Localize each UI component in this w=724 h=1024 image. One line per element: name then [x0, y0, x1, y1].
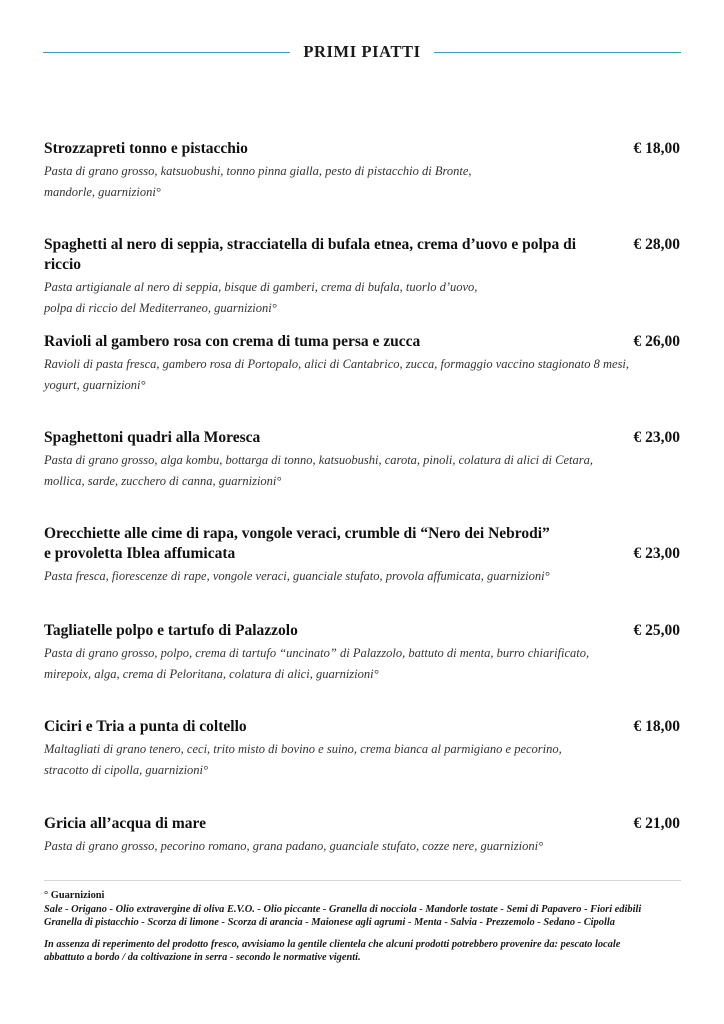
dish-item [44, 139, 680, 203]
dish-description-line: stracotto di cipolla, guarnizioni° [44, 763, 209, 777]
dish-description-line: polpa di riccio del Mediterraneo, guarnizioni° [44, 301, 277, 315]
disclaimer [44, 938, 684, 965]
disclaimer-line: In assenza di reperimento del prodotto fresco, avvisiamo la gentile clientela che alcuni prodotti potrebbero provenire da: pescato locale [44, 938, 621, 950]
dish-description-line: Maltagliati di grano tenero, ceci, trito misto di bovino e suino, crema bianca al parmigiano e pecorino, [44, 742, 562, 756]
header-rule-right [434, 52, 681, 53]
dish-name-line: Tagliatelle polpo e tartufo di Palazzolo [44, 622, 298, 639]
dish-name [44, 814, 206, 834]
dish-name [44, 717, 247, 737]
dish-item [44, 621, 680, 685]
dish-price: € 21,00 [633, 815, 680, 832]
dish-item [44, 235, 680, 319]
garnish-list-line: Sale - Origano - Olio extravergine di oliva E.V.O. - Olio piccante - Granella di nocciola - Mandorle tostate - Semi di Papavero - Fiori edibili [44, 903, 642, 915]
dish-description [44, 354, 630, 396]
dish-item [44, 814, 680, 857]
dish-name [44, 428, 260, 448]
dish-name [44, 139, 248, 159]
dish-price: € 18,00 [633, 140, 680, 157]
dish-description-line: Pasta artigianale al nero di seppia, bisque di gamberi, crema di bufala, tuorlo d’uovo, [44, 280, 478, 294]
dish-name-line: Spaghetti al nero di seppia, stracciatella di bufala etnea, crema d’uovo e polpa di riccio [44, 236, 577, 273]
dish-item [44, 524, 680, 587]
header-rule-left [43, 52, 290, 53]
dish-description-line: Pasta di grano grosso, alga kombu, bottarga di tonno, katsuobushi, carota, pinoli, colatura di alici di Cetara, [44, 453, 593, 467]
dish-item [44, 332, 680, 396]
dish-description [44, 566, 624, 587]
dish-price: € 26,00 [633, 333, 680, 350]
garnish-title: ° Guarnizioni [44, 890, 105, 901]
dish-name-line: Ciciri e Tria a punta di coltello [44, 718, 247, 735]
dish-price: € 28,00 [633, 236, 680, 253]
dish-description [44, 450, 624, 492]
section-title: PRIMI PIATTI [303, 42, 421, 61]
footer-divider [44, 880, 681, 881]
dish-price: € 18,00 [633, 718, 680, 735]
dish-name-line: Orecchiette alle cime di rapa, vongole veraci, crumble di “Nero dei Nebrodi” [44, 525, 550, 542]
dish-name [44, 621, 298, 641]
dish-name-line: e provoletta Iblea affumicata [44, 545, 236, 562]
dish-item [44, 717, 680, 781]
dish-name-line: Spaghettoni quadri alla Moresca [44, 429, 261, 446]
dish-description [44, 739, 624, 781]
dish-description-line: Pasta di grano grosso, pecorino romano, grana padano, guanciale stufato, cozze nere, guarnizioni° [44, 839, 544, 853]
dish-name [44, 235, 614, 275]
dish-description-line: Pasta fresca, fiorescenze di rape, vongole veraci, guanciale stufato, provola affumicata, guarnizioni° [44, 569, 550, 583]
dish-name-line: Strozzapreti tonno e pistacchio [44, 140, 248, 157]
dish-description-line: Pasta di grano grosso, polpo, crema di tartufo “uncinato” di Palazzolo, battuto di menta, burro chiarificato, [44, 646, 590, 660]
dish-description [44, 277, 624, 319]
dish-description [44, 161, 624, 203]
dish-description-line: mandorle, guarnizioni° [44, 185, 161, 199]
dish-name-line: Ravioli al gambero rosa con crema di tuma persa e zucca [44, 333, 421, 350]
dish-description-line: Pasta di grano grosso, katsuobushi, tonno pinna gialla, pesto di pistacchio di Bronte, [44, 164, 472, 178]
dish-description-line: mirepoix, alga, crema di Peloritana, colatura di alici, guarnizioni° [44, 667, 379, 681]
dish-name-line: Gricia all’acqua di mare [44, 815, 207, 832]
dish-name [44, 332, 420, 352]
dish-description-line: mollica, sarde, zucchero di canna, guarnizioni° [44, 474, 282, 488]
dish-description [44, 643, 624, 685]
dish-name [44, 524, 550, 564]
garnish-list-line: Granella di pistacchio - Scorza di limone - Scorza di arancia - Maionese agli agrumi - Menta - Salvia - Prezzemolo - Sedano - Cipolla [44, 917, 615, 928]
dish-price: € 23,00 [633, 545, 680, 562]
footer-notes [44, 889, 684, 965]
section-header [43, 40, 681, 64]
dish-description-line: Ravioli di pasta fresca, gambero rosa di Portopalo, alici di Cantabrico, zucca, formaggio vaccino stagionato 8 mesi, [44, 357, 630, 371]
dish-item [44, 428, 680, 492]
disclaimer-line: abbattuto a bordo / da coltivazione in serra - secondo le normative vigenti. [44, 952, 361, 963]
dish-description [44, 836, 624, 857]
dish-price: € 25,00 [633, 622, 680, 639]
dish-price: € 23,00 [633, 429, 680, 446]
dish-description-line: yogurt, guarnizioni° [44, 378, 146, 392]
